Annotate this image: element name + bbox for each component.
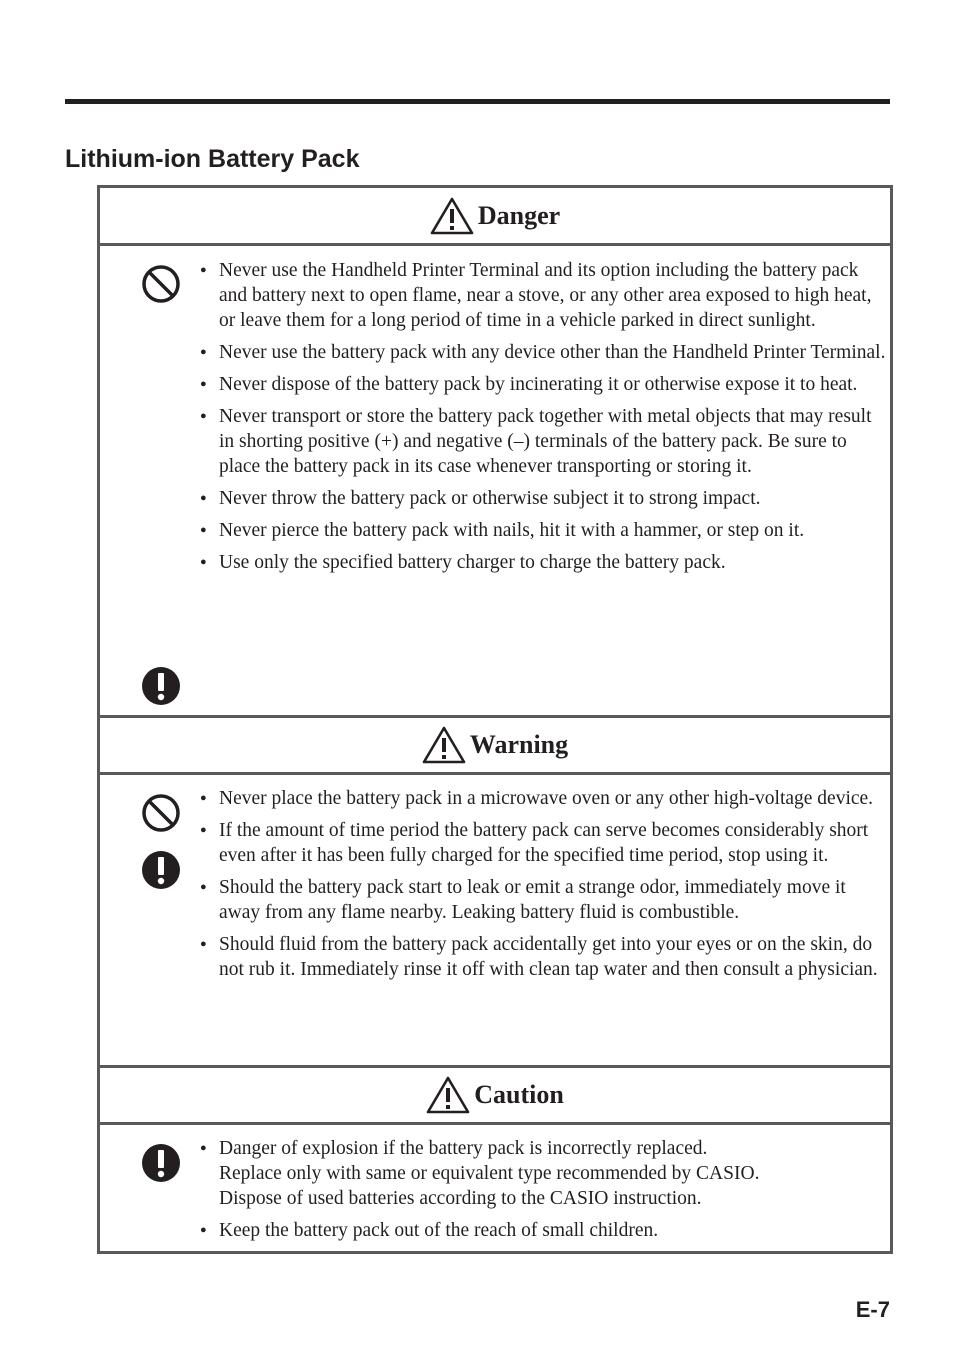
list-item-line: ● Danger of explosion if the battery pack is incorrectly replaced.	[219, 1138, 708, 1159]
list-item: ● Should fluid from the battery pack accidentally get into your eyes or on the skin, do not rub it. Immediately rinse it off with clean tap water and then consult a physician.	[219, 932, 890, 982]
caution-label: Caution	[474, 1080, 564, 1109]
danger-header	[100, 188, 890, 246]
list-item: ● Keep the battery pack out of the reach of small children.	[219, 1218, 890, 1243]
list-item	[219, 1136, 890, 1211]
list-item: ● Never place the battery pack in a microwave oven or any other high-voltage device.	[219, 786, 890, 811]
warning-header	[100, 718, 890, 775]
list-item: ● Should the battery pack start to leak or emit a strange odor, immediately move it away from any flame nearby. Leaking battery fluid is combustible.	[219, 875, 890, 925]
list-item-line: Replace only with same or equivalent type recommended by CASIO.	[219, 1163, 760, 1184]
mandatory-action-icon	[141, 850, 181, 890]
danger-list	[100, 246, 890, 575]
list-item-line: Dispose of used batteries according to the CASIO instruction.	[219, 1188, 702, 1209]
list-item: ● Never dispose of the battery pack by incinerating it or otherwise expose it to heat.	[219, 372, 890, 397]
list-item: ● Use only the specified battery charger to charge the battery pack.	[219, 550, 890, 575]
list-item: ● Never throw the battery pack or otherwise subject it to strong impact.	[219, 486, 890, 511]
list-item: ● Never transport or store the battery pack together with metal objects that may result in shorting positive (+) and negative (–) terminals of the battery pack. Be sure to place the battery pack in its case whenever transporting or storing it.	[219, 404, 890, 479]
prohibition-icon	[141, 264, 181, 304]
list-item: ● If the amount of time period the battery pack can serve becomes considerably short even after it has been fully charged for the specified time period, stop using it.	[219, 818, 890, 868]
warning-body	[100, 775, 890, 1068]
mandatory-action-icon	[141, 666, 181, 706]
caution-body	[100, 1125, 890, 1251]
list-item: ● Never use the Handheld Printer Terminal and its option including the battery pack and battery next to open flame, near a stove, or any other area exposed to high heat, or leave them for a long period of time in a vehicle parked in direct sunlight.	[219, 258, 890, 333]
mandatory-action-icon	[141, 1143, 181, 1183]
caution-list	[100, 1125, 890, 1243]
warning-triangle-icon	[426, 1076, 470, 1114]
top-rule	[65, 99, 890, 104]
warning-list	[100, 775, 890, 982]
warning-label: Warning	[469, 730, 569, 759]
warning-triangle-icon	[430, 197, 474, 235]
list-item: ● Never use the battery pack with any device other than the Handheld Printer Terminal.	[219, 340, 890, 365]
section-title: Lithium-ion Battery Pack	[65, 145, 360, 173]
prohibition-icon	[141, 793, 181, 833]
warning-triangle-icon	[422, 726, 466, 764]
danger-label: Danger	[477, 200, 561, 230]
list-item: ● Never pierce the battery pack with nails, hit it with a hammer, or step on it.	[219, 518, 890, 543]
safety-table	[97, 185, 893, 1254]
danger-body	[100, 246, 890, 718]
caution-header	[100, 1068, 890, 1125]
page-number: E-7	[855, 1297, 890, 1322]
